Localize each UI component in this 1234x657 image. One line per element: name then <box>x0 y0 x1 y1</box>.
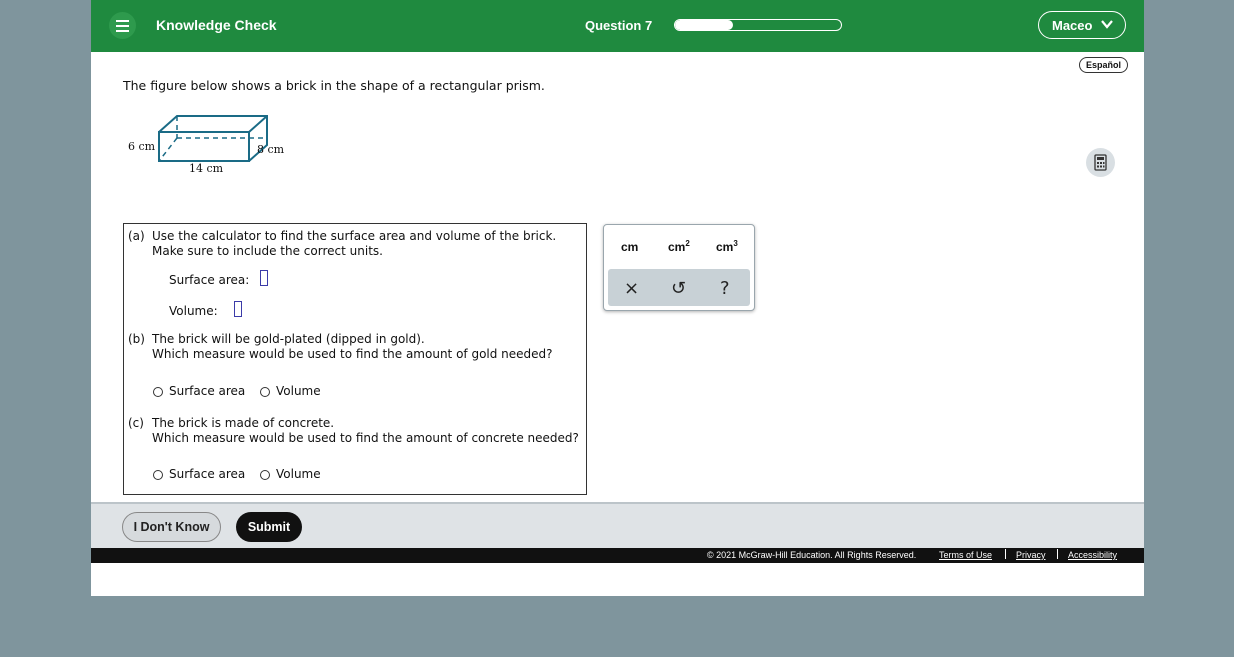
part-b-surface-area-radio[interactable] <box>153 387 163 397</box>
depth-label: 8 cm <box>257 143 285 156</box>
part-c-line2: Which measure would be used to find the amount of concrete needed? <box>152 431 579 445</box>
calculator-icon <box>1086 148 1115 177</box>
help-icon[interactable]: ? <box>720 278 730 299</box>
tool-tray <box>608 269 750 306</box>
progress-bar <box>674 19 842 31</box>
volume-input[interactable] <box>234 301 242 317</box>
privacy-link[interactable]: Privacy <box>1016 550 1046 560</box>
calculator-button[interactable] <box>1086 148 1115 177</box>
height-label: 6 cm <box>128 140 156 153</box>
brick-front-face <box>159 132 249 161</box>
dont-know-button[interactable]: I Don't Know <box>122 512 221 542</box>
part-c-volume-radio[interactable] <box>260 470 270 480</box>
clear-icon[interactable]: × <box>624 278 640 299</box>
units-palette <box>603 224 755 311</box>
chevron-down-icon <box>1101 20 1113 29</box>
top-header <box>91 0 1144 52</box>
length-label: 14 cm <box>189 162 224 175</box>
language-toggle-link[interactable]: Español <box>1079 57 1128 73</box>
part-b-line2: Which measure would be used to find the amount of gold needed? <box>152 347 553 361</box>
question-box <box>123 223 587 495</box>
part-c-volume-option[interactable]: Volume <box>276 467 321 481</box>
part-b-volume-option[interactable]: Volume <box>276 384 321 398</box>
part-c-label: (c) <box>128 416 144 430</box>
assessment-page <box>91 0 1144 596</box>
app-title: Knowledge Check <box>156 17 277 33</box>
copyright-bar <box>91 548 1144 563</box>
question-number: Question 7 <box>585 18 653 33</box>
accessibility-link[interactable]: Accessibility <box>1068 550 1118 560</box>
part-c-surface-area-option[interactable]: Surface area <box>169 467 246 481</box>
user-menu-button[interactable] <box>1038 11 1126 39</box>
part-a-label: (a) <box>128 229 145 243</box>
part-a-line2: Make sure to include the correct units. <box>152 244 383 258</box>
unit-cm-button[interactable]: cm <box>621 240 639 254</box>
unit-cm2-button[interactable]: $cm^2$ <box>668 239 690 254</box>
menu-icon[interactable] <box>109 12 136 39</box>
part-c-surface-area-radio[interactable] <box>153 470 163 480</box>
volume-label: Volume: <box>169 304 218 318</box>
part-c-line1: The brick is made of concrete. <box>152 416 335 430</box>
problem-intro: The figure below shows a brick in the shape of a rectangular prism. <box>123 78 545 93</box>
user-name: Maceo <box>1052 18 1093 33</box>
part-b-surface-area-option[interactable]: Surface area <box>169 384 246 398</box>
undo-icon[interactable]: ↺ <box>671 278 687 299</box>
part-a-line1: Use the calculator to find the surface area and volume of the brick. <box>152 229 557 243</box>
part-b-line1: The brick will be gold-plated (dipped in gold). <box>152 332 425 346</box>
brick-figure <box>127 112 297 182</box>
part-b-label: (b) <box>128 332 145 346</box>
terms-link[interactable]: Terms of Use <box>939 550 993 560</box>
unit-cm3-button[interactable]: $cm^3$ <box>716 239 738 254</box>
surface-area-label: Surface area: <box>169 273 250 287</box>
surface-area-input[interactable] <box>260 270 268 286</box>
progress-fill <box>675 20 733 30</box>
part-b-volume-radio[interactable] <box>260 387 270 397</box>
action-footer <box>91 502 1144 550</box>
submit-button[interactable]: Submit <box>236 512 302 542</box>
copyright-text: © 2021 McGraw-Hill Education. All Rights Reserved. <box>707 550 917 560</box>
